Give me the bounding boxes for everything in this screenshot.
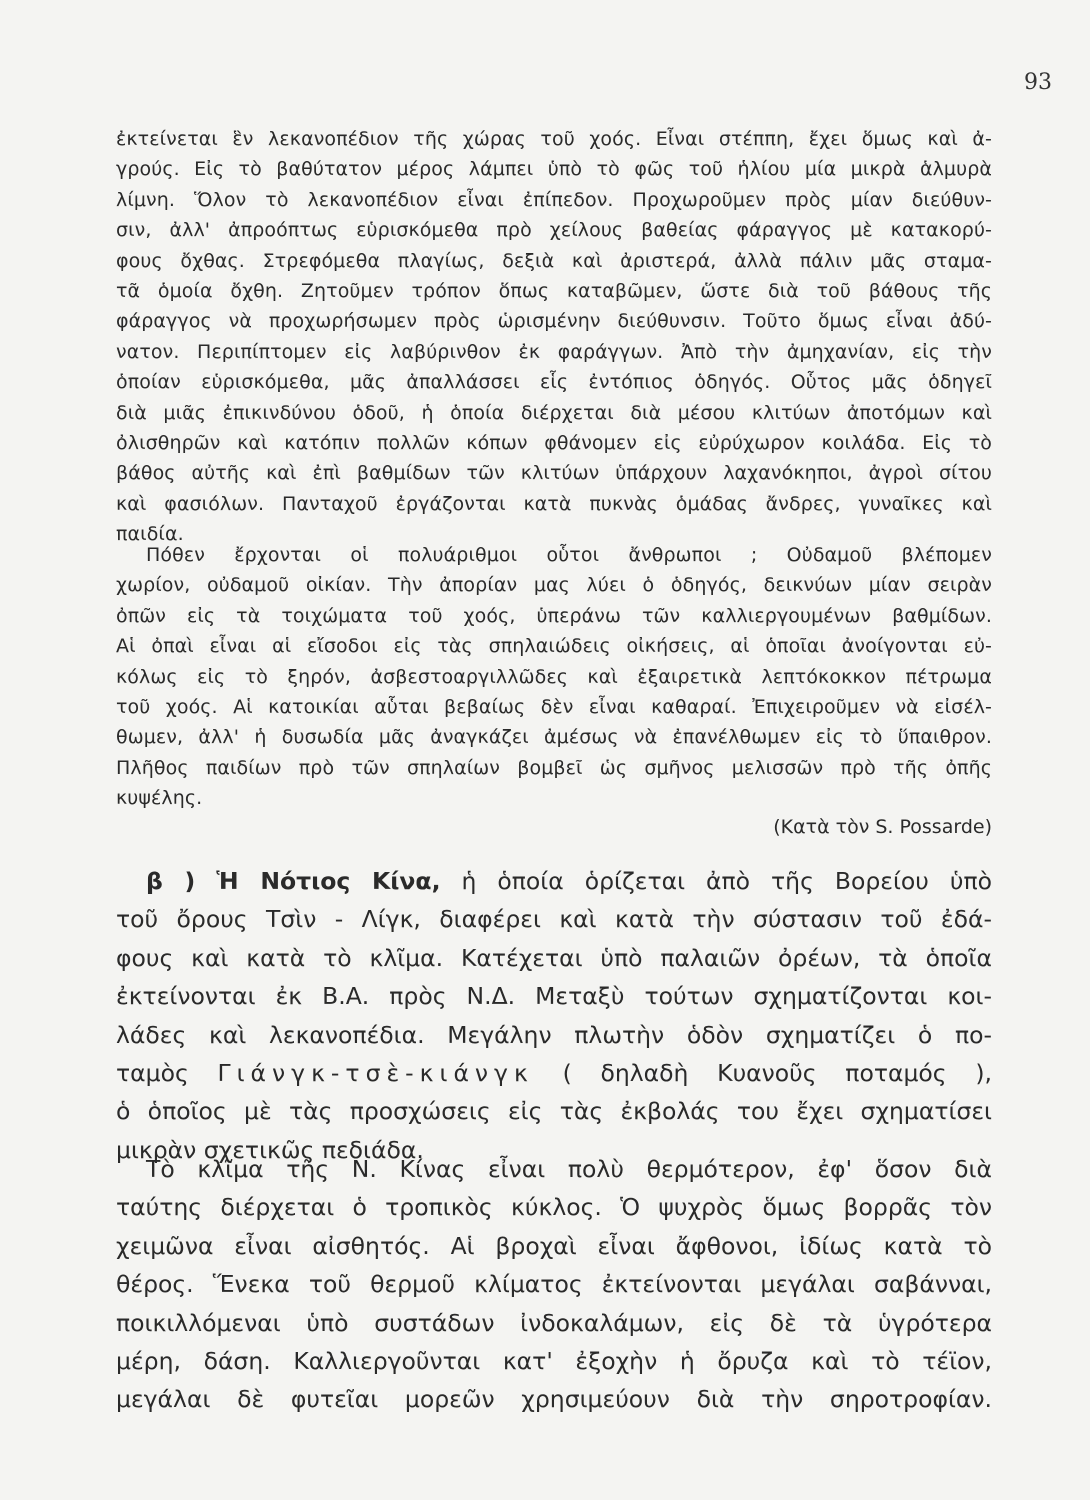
text-line: χωρίον, οὐδαμοῦ οἰκίαν. Τὴν ἀπορίαν μας λύει ὁ ὁδηγός, δεικνύων μίαν σειρὰν [116,574,992,597]
passage-1 [116,124,992,549]
text-line: ὁποίαν εὑρισκόμεθα, μᾶς ἀπαλλάσσει εἷς ἐντόπιος ὁδηγός. Οὗτος μᾶς ὁδηγεῖ [116,371,992,394]
text-line: μικρὰν σχετικῶς πεδιάδα. [116,1135,424,1164]
text-line: μεγάλαι δὲ φυτεῖαι μορεῶν χρησιμεύουν διὰ τὴν σηροτροφίαν. [116,1385,992,1414]
text-line: ποικιλλόμεναι ὑπὸ συστάδων ἰνδοκαλάμων, εἰς δὲ τὰ ὑγρότερα [116,1308,992,1337]
text-line: παιδία. [116,523,184,546]
text-line: χειμῶνα εἶναι αἰσθητός. Αἱ βροχαὶ εἶναι ἄφθονοι, ἰδίως κατὰ τὸ [116,1231,992,1260]
text-line: τοῦ χοός. Αἱ κατοικίαι αὗται βεβαίως δὲν εἶναι καθαραί. Ἐπιχειροῦμεν νὰ εἰσέλ- [116,695,992,718]
section-title: Ἡ Νότιος Κίνα, [216,867,441,895]
text-line: θέρος. Ἕνεκα τοῦ θερμοῦ κλίματος ἐκτείνονται μεγάλαι σαβάνναι, [116,1270,992,1299]
text-fragment: ( δηλαδὴ Κυανοῦς ποταμός ), [562,1058,992,1087]
text-line: γρούς. Εἰς τὸ βαθύτατον μέρος λάμπει ὑπὸ τὸ φῶς τοῦ ἡλίου μία μικρὰ ἁλμυρὰ [116,158,992,181]
text-line: ὀπῶν εἰς τὰ τοιχώματα τοῦ χοός, ὑπεράνω τῶν καλλιεργουμένων βαθμίδων. [116,604,992,627]
text-line: φους καὶ κατὰ τὸ κλῖμα. Κατέχεται ὑπὸ παλαιῶν ὀρέων, τὰ ὁποῖα [116,943,992,972]
text-line: τᾶ ὁμοία ὄχθη. Ζητοῦμεν τρόπον ὅπως καταβῶμεν, ὥστε διὰ τοῦ βάθους τῆς [116,279,992,302]
text-fragment: ἡ ὁποία ὁρίζεται ἀπὸ τῆς Βορείου ὑπὸ [461,867,992,895]
text-line: ταύτης διέρχεται ὁ τροπικὸς κύκλος. Ὁ ψυχρὸς ὅμως βορρᾶς τὸν [116,1193,992,1222]
text-line: βάθος αὐτῆς καὶ ἐπὶ βαθμίδων τῶν κλιτύων ὑπάρχουν λαχανόκηποι, ἀγροὶ σίτου [116,462,992,485]
text-line: λίμνη. Ὅλον τὸ λεκανοπέδιον εἶναι ἐπίπεδον. Προχωροῦμεν πρὸς μίαν διεύθυν- [116,188,992,211]
text-line: τοῦ ὄρους Τσὶν - Λίγκ, διαφέρει καὶ κατὰ τὴν σύστασιν τοῦ ἐδά- [116,905,992,934]
text-line: ὁ ὁποῖος μὲ τὰς προσχώσεις εἰς τὰς ἐκβολάς του ἔχει σχηματίσει [116,1097,992,1126]
text-line: κόλως εἰς τὸ ξηρόν, ἀσβεστοαργιλλῶδες καὶ ἐξαιρετικὰ λεπτόκοκκον πέτρωμα [116,665,992,688]
river-line [116,1054,992,1092]
text-line: διὰ μιᾶς ἐπικινδύνου ὁδοῦ, ἡ ὁποία διέρχεται διὰ μέσου κλιτύων ἀποτόμων καὶ [116,401,992,424]
text-line: ἐκτείνεται ἓν λεκανοπέδιον τῆς χώρας τοῦ χοός. Εἶναι στέππη, ἔχει ὅμως καὶ ἀ- [116,128,992,150]
text-line: θωμεν, ἀλλ' ἡ δυσωδία μᾶς ἀναγκάζει ἀμέσως νὰ ἐπανέλθωμεν εἰς τὸ ὕπαιθρον. [116,726,992,749]
passage-3 [116,1150,992,1419]
text-line: Πλῆθος παιδίων πρὸ τῶν σπηλαίων βομβεῖ ὡς σμῆνος μελισσῶν πρὸ τῆς ὀπῆς [116,756,992,779]
text-line: καὶ φασιόλων. Πανταχοῦ ἐργάζονται κατὰ πυκνὰς ὁμάδας ἄνδρες, γυναῖκες καὶ [116,492,992,515]
text-line: Τὸ κλῖμα τῆς Ν. Κίνας εἶναι πολὺ θερμότερον, ἐφ' ὅσον διὰ [146,1155,992,1183]
text-fragment: ταμὸς [116,1058,189,1087]
attribution: (Κατὰ τὸν S. Possarde) [773,816,992,838]
text-line: ἐκτείνονται ἐκ Β.Α. πρὸς Ν.Δ. Μεταξὺ τούτων σχηματίζονται κοι- [116,982,992,1011]
text-line: ὀλισθηρῶν καὶ κατόπιν πολλῶν κόπων φθάνομεν εἰς εὐρύχωρον κοιλάδα. Εἰς τὸ [116,431,992,454]
text-line: φάραγγος νὰ προχωρήσωμεν πρὸς ὡρισμένην διεύθυνσιν. Τοῦτο ὅμως εἶναι ἀδύ- [116,310,992,333]
text-line: λάδες καὶ λεκανοπέδια. Μεγάλην πλωτὴν ὁδὸν σχηματίζει ὁ πο- [116,1020,992,1049]
section-b [116,862,992,1169]
text-line: μέρη, δάση. Καλλιεργοῦνται κατ' ἐξοχὴν ἡ ὄρυζα καὶ τὸ τέϊον, [116,1346,992,1375]
text-line: νατον. Περιπίπτομεν εἰς λαβύρινθον ἐκ φαράγγων. Ἀπὸ τὴν ἀμηχανίαν, εἰς τὴν [116,340,992,363]
river-name: Γιάνγκ-τσὲ-κιάνγκ [217,1058,534,1087]
text-line: κυψέλης. [116,787,203,810]
text-line: φους ὄχθας. Στρεφόμεθα πλαγίως, δεξιὰ καὶ ἀριστερά, ἀλλὰ πάλιν μᾶς σταμα- [116,249,992,272]
section-b-first-line [116,862,992,900]
section-label: β ) [146,867,196,895]
text-line: σιν, ἀλλ' ἀπροόπτως εὑρισκόμεθα πρὸ χείλους βαθείας φάραγγος μὲ κατακορύ- [116,219,992,242]
passage-2 [116,540,992,814]
text-line: Αἱ ὀπαὶ εἶναι αἱ εἴσοδοι εἰς τὰς σπηλαιώδεις οἰκήσεις, αἱ ὁποῖαι ἀνοίγονται εὐ- [116,635,992,658]
text-line: Πόθεν ἔρχονται οἱ πολυάριθμοι οὗτοι ἄνθρωποι ; Οὐδαμοῦ βλέπομεν [146,544,992,566]
page-number: 93 [1024,70,1052,95]
